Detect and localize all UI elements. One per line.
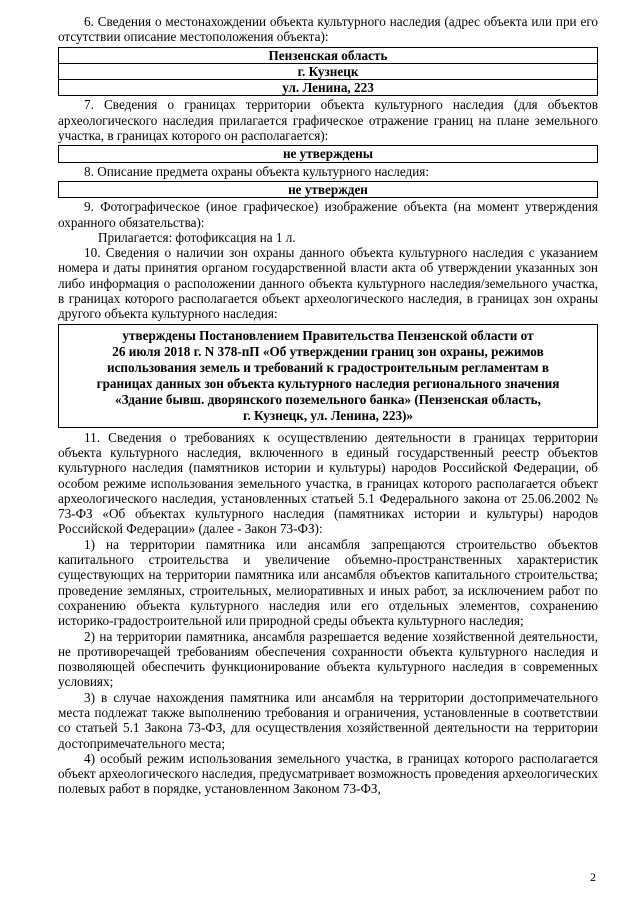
section-9-text: 9. Фотографическое (иное графическое) изображение объекта (на момент утверждения охранного обязательства): (58, 199, 598, 230)
protection-zones-line: «Здание бывш. дворянского поземельного банка» (Пензенская область, (115, 391, 541, 407)
section-11-item-3: 3) в случае нахождения памятника или ансамбля на территории достопримечательного места подлежат также выполнению требования и ограничения, установленные в соответствии со статьей 5.1 Закона 73-ФЗ, для осуществления хозяйственной деятельности на территории достопримечательного места; (58, 689, 598, 751)
section-11-item-1: 1) на территории памятника или ансамбля запрещаются строительство объектов капитального строительства и увеличение объемно-пространственных характеристик существующих на территории памятника или ансамбля объектов капитального строительства; проведение земляных, строительных, мелиоративных и иных работ, за исключением работ по сохранению объекта культурного наследия или его отдельных элементов, сохранению историко-градостроительной или природной среды объекта культурного наследия; (58, 536, 598, 629)
address-region: Пензенская область (59, 48, 597, 64)
section-6-text: 6. Сведения о местонахождении объекта культурного наследия (адрес объекта или при его отсутствии описание местоположения объекта): (58, 14, 598, 45)
section-10-text: 10. Сведения о наличии зон охраны данного объекта культурного наследия с указанием номера и даты принятия органом государственной власти акта об утверждении указанных зон либо информация о расположении данного объекта культурного наследия/земельного участка, в границах которого располагается объект археологического наследия, в границах зон охраны другого объекта культурного наследия: (58, 245, 598, 322)
protection-zones-line: г. Кузнецк, ул. Ленина, 223)» (242, 407, 414, 423)
document-body (58, 14, 598, 797)
territory-boundaries-box (58, 145, 598, 162)
section-11-item-4: 4) особый режим использования земельного участка, в границах которого располагается объект археологического наследия, предусматривает возможность проведения археологических полевых работ в порядке, установленном Законом 73-ФЗ, (58, 750, 598, 797)
protection-subject-box (58, 181, 598, 198)
protection-zones-line: границах данных зон объекта культурного наследия регионального значения (96, 375, 560, 391)
section-11-item-2: 2) на территории памятника, ансамбля разрешается ведение хозяйственной деятельности, не противоречащей требованиям обеспечения сохранности объекта культурного наследия и позволяющей обеспечить функционирование объекта культурного наследия в современных условиях; (58, 628, 598, 690)
protection-zones-line: утверждены Постановлением Правительства Пензенской области от (122, 327, 534, 343)
protection-zones-line: использования земель и требований к градостроительным регламентам в (106, 359, 550, 375)
protection-subject-value: не утвержден (288, 181, 368, 197)
address-table (58, 47, 598, 97)
section-9-attachment: Прилагается: фотофиксация на 1 л. (98, 229, 296, 245)
protection-zones-line: 26 июля 2018 г. N 378-пП «Об утверждении границ зон охраны, режимов (112, 343, 544, 359)
address-street: ул. Ленина, 223 (282, 80, 374, 96)
territory-boundaries-value: не утверждены (282, 146, 374, 162)
address-city: г. Кузнецк (59, 64, 597, 80)
protection-zones-box (58, 324, 598, 428)
section-11-text: 11. Сведения о требованиях к осуществлению деятельности в границах территории объекта культурного наследия, включенного в единый государственный реестр объектов культурного наследия (памятников истории и культуры) народов Российской Федерации, об особом режиме использования земельного участка, в границах которого располагается объект археологического наследия, установленных статьей 5.1 Федерального закона от 25.06.2002 № 73-ФЗ «Об объектах культурного наследия (памятниках истории и культуры) народов Российской Федерации» (далее - Закон 73-ФЗ): (58, 429, 598, 537)
page-number: 2 (590, 870, 596, 884)
section-7-text: 7. Сведения о границах территории объекта культурного наследия (для объектов археологического наследия прилагается графическое отражение границ на плане земельного участка, в границах которого он располагается): (58, 97, 598, 144)
section-8-text: 8. Описание предмета охраны объекта культурного наследия: (84, 163, 429, 179)
